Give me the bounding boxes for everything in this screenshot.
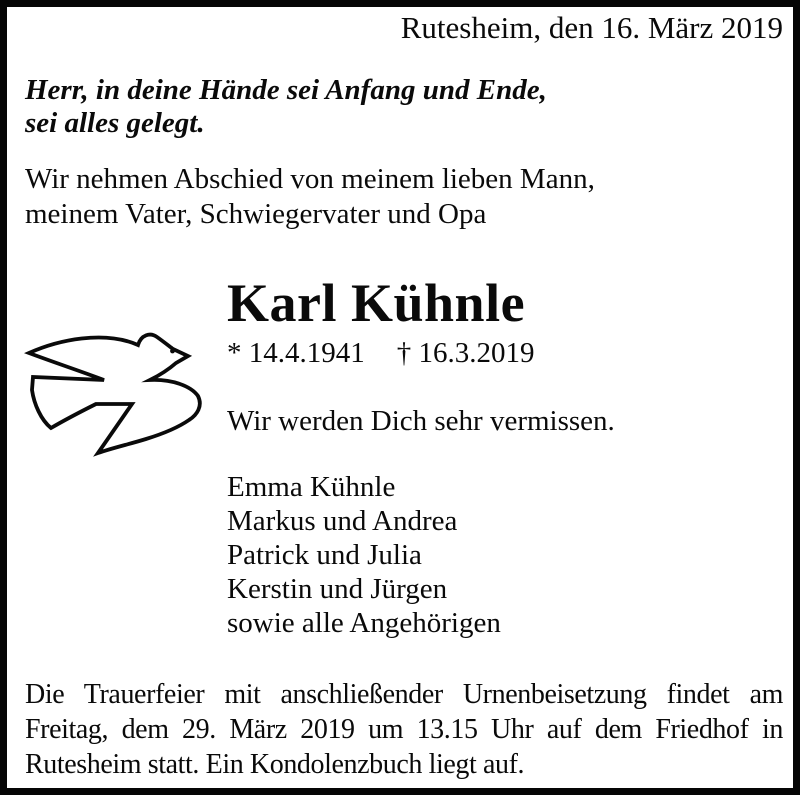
mourner-item: Patrick und Julia bbox=[227, 539, 422, 571]
vital-dates bbox=[227, 337, 535, 370]
dateline: Rutesheim, den 16. März 2019 bbox=[400, 10, 783, 45]
funeral-line-2: Freitag, dem 29. März 2019 um 13.15 Uhr auf dem Friedhof in bbox=[25, 714, 783, 745]
mourners-list bbox=[227, 470, 501, 640]
mourner-item: sowie alle Angehörigen bbox=[227, 607, 501, 639]
mourner-item: Markus und Andrea bbox=[227, 505, 458, 537]
death-date: † 16.3.2019 bbox=[396, 337, 535, 369]
farewell-line-1: Wir nehmen Abschied von meinem lieben Mann, bbox=[25, 163, 595, 195]
memorial-quote bbox=[25, 74, 547, 140]
farewell-line-2: meinem Vater, Schwiegervater und Opa bbox=[25, 198, 487, 230]
birth-date: * 14.4.1941 bbox=[227, 337, 365, 369]
quote-line-1: Herr, in deine Hände sei Anfang und Ende, bbox=[25, 74, 547, 106]
mourner-item: Kerstin und Jürgen bbox=[227, 573, 448, 605]
dove-eye bbox=[170, 349, 175, 354]
funeral-line-3: Rutesheim statt. Ein Kondolenzbuch liegt auf. bbox=[25, 749, 525, 780]
mourner-item: Emma Kühnle bbox=[227, 471, 396, 503]
quote-line-2: sei alles gelegt. bbox=[25, 107, 205, 139]
missing-line: Wir werden Dich sehr vermissen. bbox=[227, 405, 615, 437]
funeral-line-1: Die Trauerfeier mit anschließender Urnenbeisetzung findet am bbox=[25, 679, 783, 710]
farewell-text bbox=[25, 162, 595, 232]
dove-icon bbox=[20, 326, 205, 458]
funeral-notice bbox=[25, 677, 783, 782]
deceased-name: Karl Kühnle bbox=[227, 273, 526, 333]
